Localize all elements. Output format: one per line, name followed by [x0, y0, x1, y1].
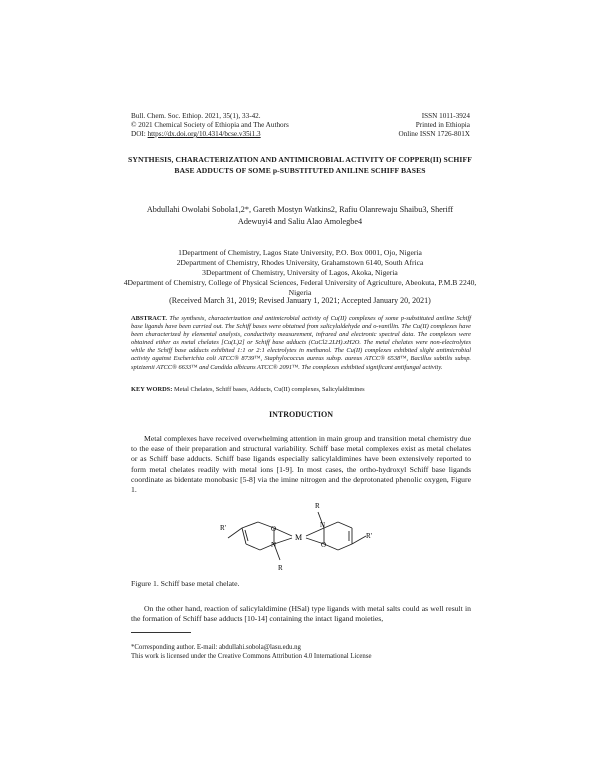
doi-link[interactable]: https://dx.doi.org/10.4314/bcse.v35i1.3 — [147, 130, 261, 138]
affiliations — [120, 248, 480, 298]
paragraph-1: Metal complexes have received overwhelming attention in main group and transition metal chemistry due to the ease of their preparation and structural variability. Schiff base metal complexes exist as metal chelates or as Schiff base adducts. Schiff base ligands especially salicylaldimines have been extensively reported to form metal chelates readily with metal ions [1-9]. In most cases, the ortho-hydroxyl Schiff base ligands coordinate as bidentate monobasic [5-8] via the imine nitrogen and the deprotonated phenolic oxygen, Figure 1. — [131, 434, 471, 495]
abstract-label: ABSTRACT. — [131, 315, 167, 322]
keywords-label: KEY WORDS: — [131, 386, 173, 393]
online-issn: Online ISSN 1726-801X — [398, 130, 470, 138]
journal-citation: Bull. Chem. Soc. Ethiop. 2021, 35(1), 33-42. — [131, 112, 261, 120]
label-r-prime-left: R' — [220, 524, 226, 532]
issn: ISSN 1011-3924 — [421, 112, 470, 120]
label-n-left: N — [271, 541, 277, 549]
received-dates: (Received March 31, 2019; Revised January 1, 2021; Accepted January 20, 2021) — [169, 296, 431, 305]
affiliation-2: 2Department of Chemistry, Rhodes University, Grahamstown 6140, South Africa — [176, 258, 424, 267]
figure-1-chelate-structure — [220, 498, 380, 578]
corresponding-author-footnote: *Corresponding author. E-mail: abdullahi.sobola@lasu.edu.ng — [131, 644, 301, 651]
label-r-top: R — [315, 502, 320, 510]
issn-block — [320, 112, 470, 139]
label-o-left: O — [271, 525, 277, 533]
author-list: Abdullahi Owolabi Sobola1,2*, Gareth Mostyn Watkins2, Rafiu Olanrewaju Shaibu3, Sheriff Adewuyi4 and Saliu Alao Amolegbe4 — [146, 205, 454, 226]
footnotes — [131, 643, 471, 661]
label-metal: M — [295, 533, 303, 542]
section-heading-introduction: INTRODUCTION — [268, 410, 333, 419]
keywords — [131, 386, 471, 394]
affiliation-4: 4Department of Chemistry, College of Physical Sciences, Federal University of Agriculture, Abeokuta, P.M.B 2240, Nigeria — [123, 278, 477, 297]
label-r-prime-right: R' — [366, 532, 372, 540]
license-footnote: This work is licensed under the Creative Commons Attribution 4.0 International License — [131, 653, 372, 660]
footnote-divider — [131, 632, 191, 633]
paper-title: SYNTHESIS, CHARACTERIZATION AND ANTIMICROBIAL ACTIVITY OF COPPER(II) SCHIFF BASE ADDUCTS OF SOME p-SUBSTITUTED ANILINE SCHIFF BASES — [128, 155, 472, 175]
label-n-right: N — [320, 521, 326, 529]
abstract-text: The synthesis, characterization and antimicrobial activity of Cu(II) complexes of some p-substituted aniline Schiff base ligands have been carried out. The Schiff bases were obtained from salicylaldehyde and o-vanillin. The Cu(II) complexes have been characterized by elemental analysis, conductivity measurement, infrared and electronic spectral data. The complexes were obtained either as metal chelates [Cu(L)2] or Schiff base adducts (CuCl2.2LH).xH2O. The metal chelates were non-electrolytes while the Schiff base adducts exhibited 1:1 or 2:1 electrolytes in methanol. The Cu(II) complexes exhibited slight antimicrobial activity against Escherichia coli ATCC® 8739™, Staphylococcus aureus subsp. aureus ATCC® 6538™, Bacillus subtilis subsp. spizizenii ATCC® 6633™ and Candida albicans ATCC® 2091™. The complexes exhibited significant antifungal activity. — [131, 315, 471, 371]
label-o-right: O — [321, 541, 327, 549]
copyright-line: © 2021 Chemical Society of Ethiopia and The Authors — [131, 121, 289, 129]
affiliation-1: 1Department of Chemistry, Lagos State University, P.O. Box 0001, Ojo, Nigeria — [178, 248, 422, 257]
figure-1-caption: Figure 1. Schiff base metal chelate. — [131, 579, 240, 588]
affiliation-3: 3Department of Chemistry, University of Lagos, Akoka, Nigeria — [202, 268, 398, 277]
keywords-text: Metal Chelates, Schiff bases, Adducts, Cu(II) complexes, Salicylaldimines — [173, 386, 365, 393]
label-r-bottom: R — [278, 564, 283, 572]
abstract — [131, 315, 471, 372]
doi-label: DOI: — [131, 130, 148, 138]
paragraph-2: On the other hand, reaction of salicylaldimine (HSal) type ligands with metal salts could as well result in the formation of Schiff base adducts [10-14] containing the intact ligand moieties, — [131, 604, 471, 624]
printed-in: Printed in Ethiopia — [415, 121, 470, 129]
